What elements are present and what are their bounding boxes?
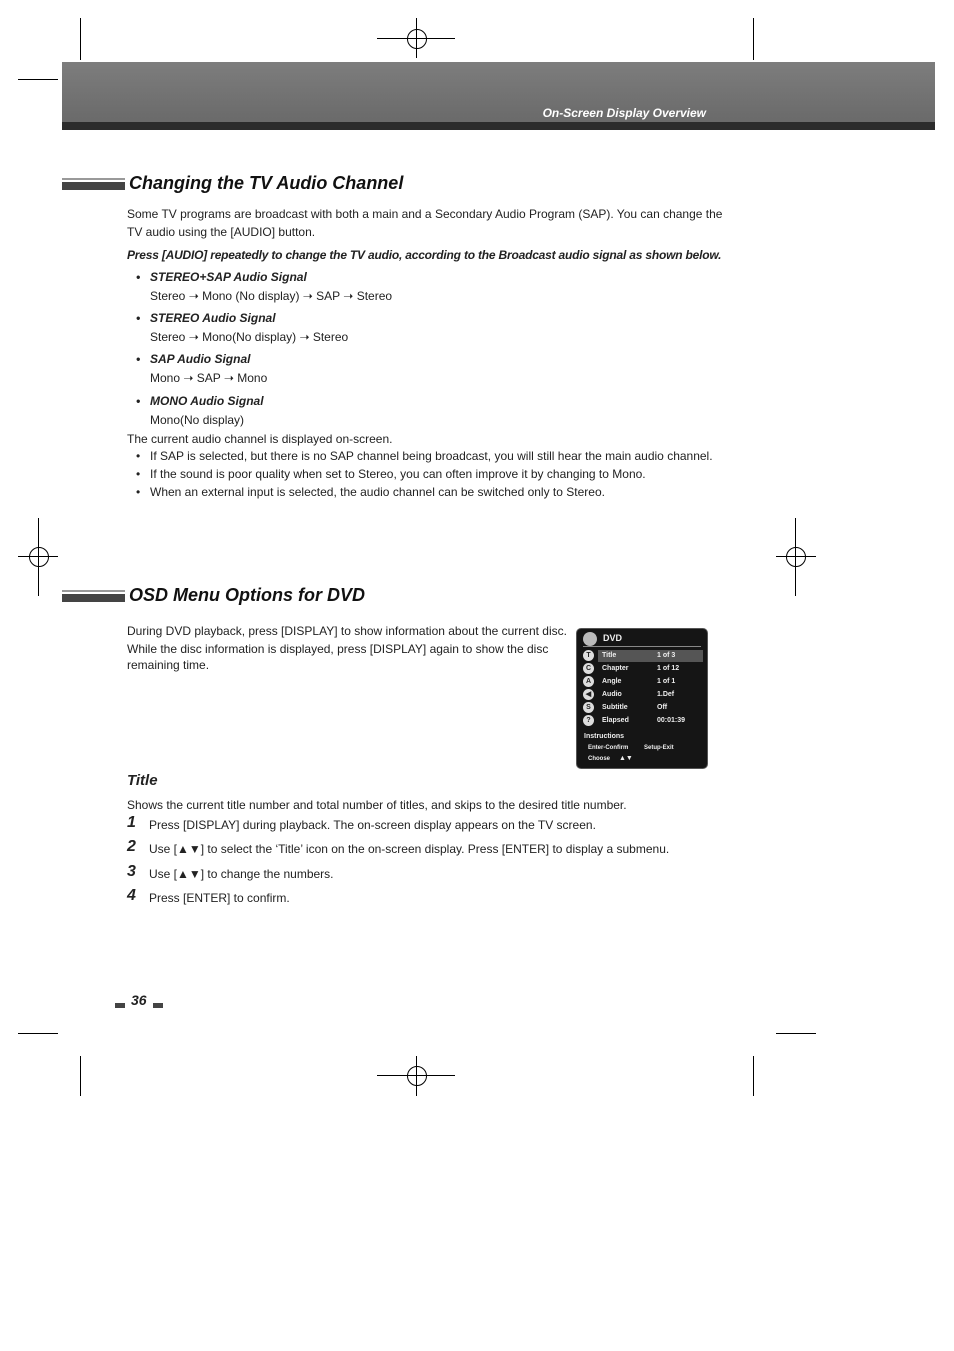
title-description: Shows the current title number and total number of titles, and skips to the desired title number.: [127, 798, 627, 812]
osd-value: 1 of 12: [657, 665, 680, 672]
crop-mark: [753, 1056, 754, 1096]
step-text: Press [ENTER] to confirm.: [149, 891, 290, 905]
osd-label: Angle: [602, 678, 622, 685]
osd-row-angle: [583, 676, 701, 688]
osd-label: Elapsed: [602, 717, 629, 724]
header-section-title: On-Screen Display Overview: [542, 106, 706, 120]
section-bar: [62, 182, 125, 190]
osd-label: Chapter: [602, 665, 629, 672]
audio-intro-line1: Some TV programs are broadcast with both a main and a Secondary Audio Program (SAP). You can change the: [127, 207, 723, 221]
crop-mark: [776, 1033, 816, 1034]
audio-icon: ◀: [583, 689, 594, 700]
osd-row-subtitle: [583, 702, 701, 714]
note-item: • If the sound is poor quality when set to Stereo, you can often improve it by changing to Mono.: [136, 467, 646, 481]
header-band: [62, 62, 935, 122]
osd-value: 1 of 1: [657, 678, 676, 685]
osd-instr-enter: Enter-Confirm: [588, 745, 629, 751]
disc-icon: [583, 632, 597, 646]
current-channel-note: The current audio channel is displayed on-screen.: [127, 432, 393, 446]
osd-row-elapsed: [583, 715, 701, 727]
osd-section-title: OSD Menu Options for DVD: [129, 585, 365, 605]
step-text: Use [▲▼] to select the ‘Title’ icon on the on-screen display. Press [ENTER] to display a submenu.: [149, 842, 670, 856]
crop-mark: [80, 1056, 81, 1096]
step-number: 3: [127, 863, 136, 880]
section-bar: [62, 594, 125, 602]
osd-instr-choose: Choose: [588, 756, 611, 762]
audio-intro-line2: TV audio using the [AUDIO] button.: [127, 225, 316, 239]
signal-heading: • STEREO Audio Signal: [136, 311, 276, 325]
signal-sequence: Stereo ➝ Mono (No display) ➝ SAP ➝ Stereo: [150, 289, 393, 303]
registration-circle: [407, 1066, 427, 1086]
osd-panel: [576, 628, 708, 769]
registration-circle: [29, 547, 49, 567]
osd-row-chapter: [583, 663, 701, 675]
osd-instructions-heading: Instructions: [584, 733, 625, 740]
step-text: Press [DISPLAY] during playback. The on-screen display appears on the TV screen.: [149, 818, 596, 832]
osd-divider: [583, 646, 701, 647]
step-number: 4: [127, 887, 136, 904]
osd-intro-line3: remaining time.: [127, 658, 210, 672]
chapter-icon: C: [583, 663, 594, 674]
audio-section-title: Changing the TV Audio Channel: [129, 173, 404, 193]
subtitle-icon: S: [583, 702, 594, 713]
osd-value: Off: [657, 704, 668, 711]
osd-instr-setup: Setup-Exit: [644, 745, 674, 751]
crop-mark: [18, 79, 58, 80]
page-number-bar: [153, 1003, 163, 1008]
signal-heading: • STEREO+SAP Audio Signal: [136, 270, 307, 284]
crop-mark: [18, 1033, 58, 1034]
page-number-bar: [115, 1003, 125, 1008]
signal-sequence: Mono(No display): [150, 413, 245, 427]
title-icon: T: [583, 650, 594, 661]
header-rule: [62, 122, 935, 130]
audio-instruction: Press [AUDIO] repeatedly to change the TV audio, according to the Broadcast audio signal as shown below.: [127, 248, 722, 262]
signal-sequence: Stereo ➝ Mono(No display) ➝ Stereo: [150, 330, 349, 344]
note-item: • If SAP is selected, but there is no SAP channel being broadcast, you will still hear the main audio channel.: [136, 449, 713, 463]
osd-heading: DVD: [603, 633, 623, 643]
step-text: Use [▲▼] to change the numbers.: [149, 867, 334, 881]
crop-mark: [80, 18, 81, 60]
osd-row-audio: [583, 689, 701, 701]
title-subsection-heading: Title: [127, 772, 158, 789]
registration-circle: [407, 29, 427, 49]
signal-sequence: Mono ➝ SAP ➝ Mono: [150, 371, 268, 385]
angle-icon: A: [583, 676, 594, 687]
osd-label: Audio: [602, 691, 622, 698]
signal-heading: • MONO Audio Signal: [136, 394, 264, 408]
osd-intro-line2: While the disc information is displayed, press [DISPLAY] again to show the disc: [127, 642, 549, 656]
osd-value: 1.Def: [657, 691, 675, 698]
up-down-arrow-icon: ▲▼: [619, 755, 633, 762]
osd-value: 1 of 3: [657, 652, 676, 659]
osd-intro-line1: During DVD playback, press [DISPLAY] to show information about the current disc.: [127, 624, 567, 638]
osd-label: Subtitle: [602, 704, 628, 711]
signal-heading: • SAP Audio Signal: [136, 352, 251, 366]
note-item: • When an external input is selected, the audio channel can be switched only to Stereo.: [136, 485, 605, 499]
step-number: 1: [127, 814, 136, 831]
registration-circle: [786, 547, 806, 567]
crop-mark: [753, 18, 754, 60]
step-number: 2: [127, 838, 136, 855]
page-number: 36: [131, 992, 147, 1008]
clock-icon: ?: [583, 715, 594, 726]
osd-label: Title: [602, 652, 617, 659]
osd-row-title: [583, 650, 701, 662]
osd-value: 00:01:39: [657, 717, 686, 724]
